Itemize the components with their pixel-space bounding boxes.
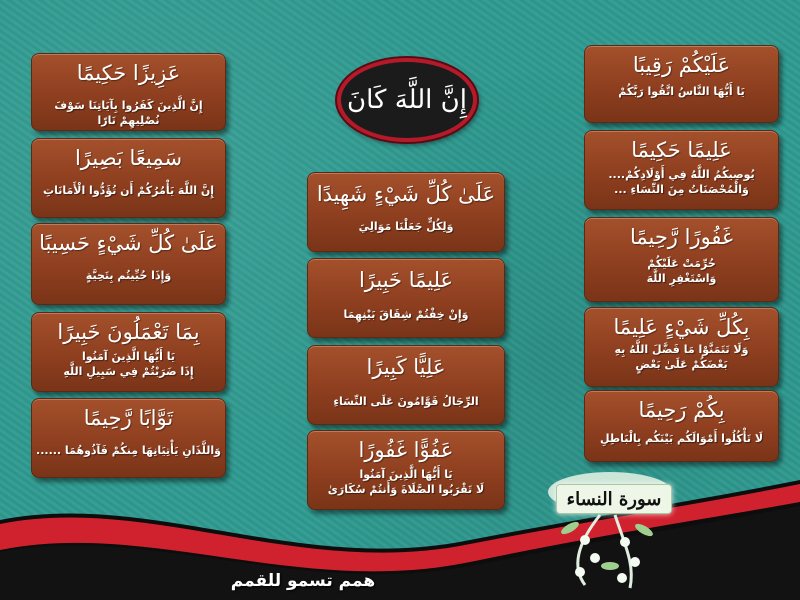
card-middle-2 [307, 258, 505, 338]
card-title: تَوَّابًا رَّحِيمًا [83, 406, 174, 430]
card-title: عَزِيزًا حَكِيمًا [76, 61, 181, 85]
card-title: عَفُوًّا غَفُورًا [358, 438, 454, 462]
footer-slogan: همم تسمو للقمم [230, 571, 376, 591]
center-title-oval [337, 58, 477, 142]
card-left-2 [31, 138, 226, 218]
card-verse: بَعْضَكُمْ عَلَىٰ بَعْضٍ [635, 358, 728, 371]
card-title: عَلِيمًا خَبِيرًا [358, 268, 454, 292]
card-left-3 [31, 223, 226, 305]
card-verse: لَا تَأْكُلُوا أَمْوَالَكُم بَيْنَكُم بِالْبَاطِلِ [599, 432, 764, 445]
card-verse: وَالْمُحْصَنَاتُ مِنَ النِّسَاءِ ... [614, 183, 749, 196]
card-right-4 [584, 307, 779, 387]
card-verse: يَا أَيُّهَا الَّذِينَ آمَنُوا [359, 468, 453, 481]
card-middle-3 [307, 345, 505, 425]
card-right-3 [584, 217, 779, 302]
card-title: سَمِيعًا بَصِيرًا [74, 146, 183, 170]
card-verse: لَا تَقْرَبُوا الصَّلَاةَ وَأَنتُمْ سُكَارَىٰ [327, 483, 485, 496]
card-verse: وَاسْتَغْفِرِ اللَّهَ [646, 272, 717, 285]
card-verse: وَلَا تَتَمَنَّوْا مَا فَضَّلَ اللَّهُ بِهِ [614, 343, 749, 356]
card-title: عَلِيًّا كَبِيرًا [366, 355, 446, 379]
card-verse: وَاللَّذَانِ يَأْتِيَانِهَا مِنكُمْ فَآذُوهُمَا ...... [36, 444, 221, 457]
card-left-1 [31, 53, 226, 131]
card-verse: إِنَّ الَّذِينَ كَفَرُوا بِآيَاتِنَا سَوْفَ نُصْلِيهِمْ نَارًا [54, 99, 203, 127]
card-verse: إِنَّ اللَّهَ يَأْمُرُكُمْ أَن تُؤَدُّوا الْأَمَانَاتِ [43, 184, 214, 197]
center-title: إِنَّ اللَّهَ كَانَ [347, 85, 467, 115]
card-verse: يُوصِيكُمُ اللَّهُ فِي أَوْلَادِكُمْ.... [608, 168, 755, 181]
card-right-5 [584, 390, 779, 462]
card-right-1 [584, 45, 779, 123]
card-title: عَلَىٰ كُلِّ شَيْءٍ شَهِيدًا [316, 182, 496, 206]
card-left-4 [31, 312, 226, 392]
card-right-2 [584, 130, 779, 210]
card-verse: يَا أَيُّهَا الَّذِينَ آمَنُوا [81, 350, 176, 363]
card-title: بِكُمْ رَحِيمًا [638, 398, 725, 422]
sura-label: سورة النساء [556, 484, 672, 514]
card-title: بِمَا تَعْمَلُونَ خَبِيرًا [57, 320, 200, 344]
card-title: عَلَيْكُمْ رَقِيبًا [632, 53, 731, 77]
card-verse: وَإِذَا حُيِّيتُم بِتَحِيَّةٍ [85, 269, 172, 282]
card-title: بِكُلِّ شَيْءٍ عَلِيمًا [613, 315, 750, 339]
card-title: عَلِيمًا حَكِيمًا [631, 138, 732, 162]
card-verse: وَلِكُلٍّ جَعَلْنَا مَوَالِيَ [358, 220, 454, 233]
card-middle-4 [307, 430, 505, 510]
card-verse: إِذَا ضَرَبْتُمْ فِي سَبِيلِ اللَّهِ [63, 365, 194, 378]
card-middle-1 [307, 172, 505, 252]
card-title: غَفُورًا رَّحِيمًا [629, 225, 734, 249]
card-verse: يَا أَيُّهَا النَّاسُ اتَّقُوا رَبَّكُمْ [618, 85, 745, 98]
card-verse: حُرِّمَتْ عَلَيْكُمْ [647, 257, 716, 270]
card-title: عَلَىٰ كُلِّ شَيْءٍ حَسِيبًا [39, 231, 218, 255]
card-verse: وَإِنْ خِفْتُمْ شِقَاقَ بَيْنِهِمَا [343, 308, 469, 321]
card-left-5 [31, 398, 226, 478]
card-verse: الرِّجَالُ قَوَّامُونَ عَلَى النِّسَاءِ [333, 395, 479, 408]
